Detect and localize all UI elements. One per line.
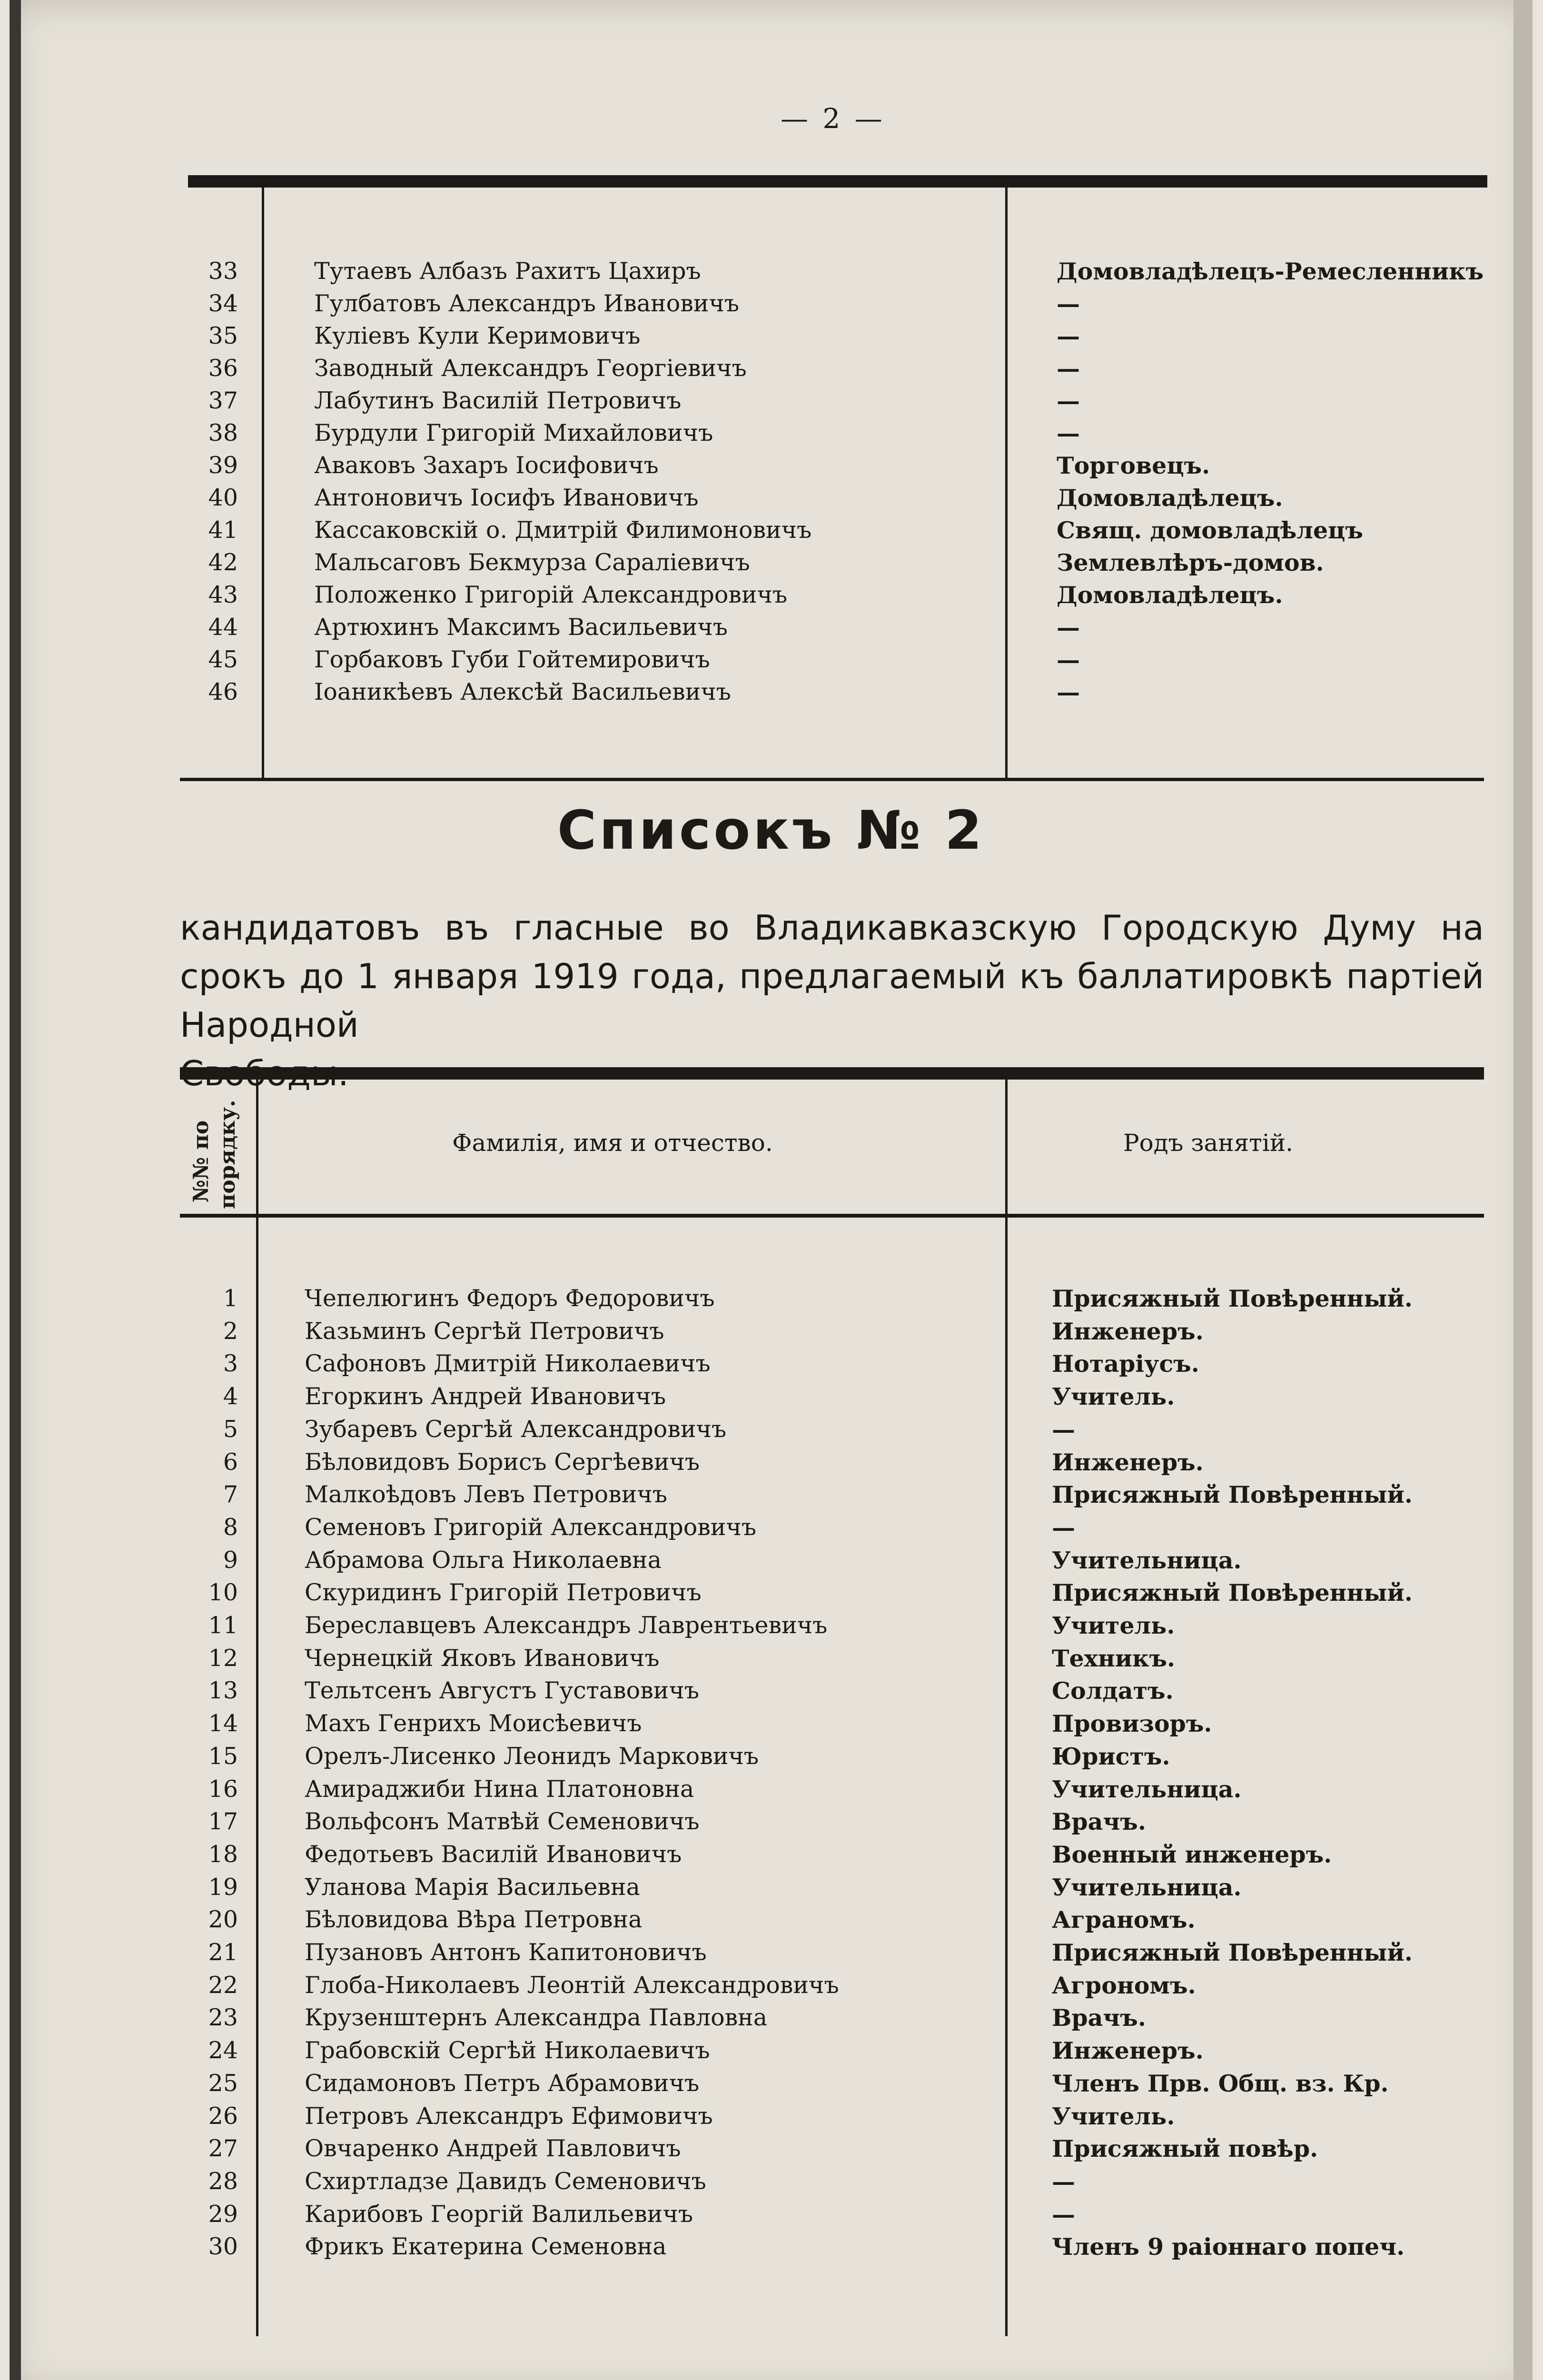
table-row <box>10 417 1533 449</box>
row-number: 6 <box>223 1448 238 1476</box>
table-row <box>10 1904 1533 1936</box>
row-name: Овчаренко Андрей Павловичъ <box>305 2135 681 2162</box>
table-row <box>10 2067 1533 2100</box>
row-name: Фрикъ Екатерина Семеновна <box>305 2233 667 2261</box>
row-occupation: Землевлѣръ-домов. <box>1057 549 1324 576</box>
row-name: Крузенштернъ Александра Павловна <box>305 2004 768 2032</box>
row-name: Кассаковскiй о. Дмитрiй Филимоновичъ <box>314 516 812 544</box>
row-name: Абрамова Ольга Николаевна <box>305 1546 662 1574</box>
table-row <box>10 449 1533 482</box>
row-name: Уланова Марiя Васильевна <box>305 1873 640 1901</box>
column-header-occupation: Родъ занятiй. <box>1123 1129 1294 1157</box>
row-number: 28 <box>208 2167 238 2195</box>
row-number: 44 <box>208 614 238 641</box>
row-occupation: Присяжный Повѣренный. <box>1052 1939 1413 1966</box>
list-subtitle-main: кандидатовъ въ гласные во Владикавказскую Городскую Думу на срокъ до 1 января 1919 года, предлагаемый къ баллатировкѣ партiей Народной <box>180 908 1484 1045</box>
row-occupation: — <box>1057 678 1080 706</box>
row-number: 19 <box>208 1873 238 1901</box>
row-name: Береславцевъ Александръ Лаврентьевичъ <box>305 1612 828 1639</box>
row-name: Зубаревъ Сергѣй Александровичъ <box>305 1415 727 1443</box>
row-name: Казьминъ Сергѣй Петровичъ <box>305 1317 664 1345</box>
row-number: 20 <box>208 1906 238 1934</box>
row-occupation: — <box>1057 355 1080 382</box>
row-occupation: — <box>1052 1513 1075 1541</box>
row-occupation: Учительница. <box>1052 1546 1242 1574</box>
table-row <box>10 579 1533 611</box>
list-table-top-rule <box>180 1067 1484 1080</box>
row-name: Бурдули Григорiй Михайловичъ <box>314 419 713 446</box>
table-row <box>10 255 1533 288</box>
row-number: 22 <box>208 1971 238 1999</box>
row-name: Вольфсонъ Матвѣй Семеновичъ <box>305 1808 700 1835</box>
row-name: Махъ Генрихъ Моисѣевичъ <box>305 1710 642 1737</box>
table-row <box>10 1740 1533 1773</box>
row-number: 45 <box>208 646 238 673</box>
table-row <box>10 2231 1533 2263</box>
row-number: 46 <box>208 678 238 705</box>
row-name: Положенко Григорiй Александровичъ <box>314 581 788 608</box>
row-number: 29 <box>208 2200 238 2228</box>
row-number: 2 <box>223 1317 238 1345</box>
row-number: 26 <box>208 2102 238 2130</box>
table-row <box>10 2132 1533 2165</box>
row-number: 10 <box>208 1579 238 1606</box>
row-name: Чернецкiй Яковъ Ивановичъ <box>305 1644 660 1672</box>
row-name: Амираджиби Нина Платоновна <box>305 1775 694 1803</box>
row-occupation: Присяжный Повѣренный. <box>1052 1481 1413 1509</box>
row-name: Аваковъ Захаръ Iосифовичъ <box>314 452 659 479</box>
row-occupation: Учительница. <box>1052 1873 1242 1901</box>
row-occupation: Торговецъ. <box>1057 452 1210 479</box>
row-name: Бѣловидовъ Борисъ Сергѣевичъ <box>305 1448 700 1476</box>
row-name: Лабутинъ Василiй Петровичъ <box>314 387 682 414</box>
row-name: Орелъ-Лисенко Леонидъ Марковичъ <box>305 1742 759 1770</box>
row-occupation: Инженеръ. <box>1052 1448 1204 1476</box>
row-number: 18 <box>208 1840 238 1868</box>
row-name: Схиртладзе Давидъ Семеновичъ <box>305 2167 706 2195</box>
row-name: Тутаевъ Албазъ Рахитъ Цахиръ <box>314 258 701 285</box>
table-row <box>10 1642 1533 1675</box>
row-occupation: Членъ Прв. Общ. вз. Кр. <box>1052 2069 1389 2097</box>
row-occupation: Юристъ. <box>1052 1742 1170 1770</box>
row-occupation: Агрономъ. <box>1052 1971 1196 1999</box>
row-name: Чепелюгинъ Федоръ Федоровичъ <box>305 1285 715 1312</box>
column-header-number: №№ по порядку. <box>189 1100 240 1209</box>
table-row <box>10 1446 1533 1478</box>
row-number: 5 <box>223 1415 238 1443</box>
row-occupation: Нотарiусъ. <box>1052 1350 1199 1378</box>
row-number: 37 <box>208 387 238 414</box>
table-row <box>10 2034 1533 2067</box>
row-occupation: — <box>1052 1415 1075 1443</box>
row-name: Малкоѣдовъ Левъ Петровичъ <box>305 1481 667 1508</box>
row-occupation: Членъ 9 раiоннаго попеч. <box>1052 2233 1405 2261</box>
row-number: 15 <box>208 1742 238 1770</box>
row-occupation: — <box>1057 322 1080 350</box>
row-number: 17 <box>208 1808 238 1835</box>
row-occupation: Домовладѣлецъ-Ремесленникъ <box>1057 258 1484 285</box>
row-name: Iоаникѣевъ Алексѣй Васильевичъ <box>314 678 731 705</box>
table-row <box>10 1969 1533 2002</box>
table-row <box>10 676 1533 708</box>
row-occupation: — <box>1057 646 1080 674</box>
table-row <box>10 1838 1533 1871</box>
row-name: Мальсаговъ Бекмурза Саралiевичъ <box>314 549 750 576</box>
row-occupation: — <box>1052 2167 1075 2195</box>
table-row <box>10 1577 1533 1609</box>
row-number: 1 <box>223 1285 238 1312</box>
row-occupation: Солдатъ. <box>1052 1677 1174 1705</box>
row-number: 40 <box>208 484 238 511</box>
row-occupation: Домовладѣлецъ. <box>1057 581 1283 609</box>
row-occupation: Инженеръ. <box>1052 1317 1204 1345</box>
table-row <box>10 1544 1533 1577</box>
row-name: Антоновичъ Iосифъ Ивановичъ <box>314 484 699 511</box>
row-name: Артюхинъ Максимъ Васильевичъ <box>314 614 728 641</box>
row-number: 16 <box>208 1775 238 1803</box>
column-header-name: Фамилiя, имя и отчество. <box>452 1129 773 1157</box>
table-row <box>10 288 1533 320</box>
table-row <box>10 1773 1533 1805</box>
row-name: Тельтсенъ Августъ Густавовичъ <box>305 1677 699 1705</box>
table-row <box>10 514 1533 546</box>
row-occupation: Учитель. <box>1052 2102 1175 2130</box>
table-row <box>10 1348 1533 1380</box>
page-number: — 2 — <box>781 102 885 135</box>
table-row <box>10 2100 1533 2132</box>
row-number: 21 <box>208 1939 238 1966</box>
row-number: 39 <box>208 452 238 479</box>
table-row <box>10 482 1533 514</box>
table-row <box>10 2198 1533 2231</box>
row-occupation: Присяжный Повѣренный. <box>1052 1285 1413 1312</box>
table-row <box>10 1805 1533 1838</box>
table-row <box>10 1282 1533 1315</box>
row-occupation: Аграномъ. <box>1052 1906 1196 1934</box>
row-occupation: Присяжный повѣр. <box>1052 2135 1318 2163</box>
row-name: Скуридинъ Григорiй Петровичъ <box>305 1579 702 1606</box>
row-occupation: Военный инженеръ. <box>1052 1840 1332 1868</box>
row-occupation: — <box>1057 614 1080 641</box>
row-name: Егоркинъ Андрей Ивановичъ <box>305 1383 666 1410</box>
row-number: 14 <box>208 1710 238 1737</box>
row-occupation: Врачъ. <box>1052 1808 1146 1836</box>
row-name: Заводный Александръ Георгiевичъ <box>314 355 747 382</box>
top-table-top-rule <box>188 175 1487 188</box>
row-name: Горбаковъ Губи Гойтемировичъ <box>314 646 710 673</box>
row-name: Глоба-Николаевъ Леонтiй Александровичъ <box>305 1971 839 1999</box>
list-table-header-rule <box>180 1214 1484 1218</box>
row-number: 24 <box>208 2037 238 2064</box>
row-name: Карибовъ Георгiй Валильевичъ <box>305 2200 693 2228</box>
row-name: Сидамоновъ Петръ Абрамовичъ <box>305 2069 700 2097</box>
row-occupation: — <box>1052 2200 1075 2228</box>
row-number: 8 <box>223 1513 238 1541</box>
row-occupation: Инженеръ. <box>1052 2037 1204 2065</box>
table-row <box>10 352 1533 385</box>
row-occupation: — <box>1057 419 1080 447</box>
table-row <box>10 2165 1533 2198</box>
table-row <box>10 1413 1533 1446</box>
table-row <box>10 644 1533 676</box>
row-name: Федотьевъ Василiй Ивановичъ <box>305 1840 682 1868</box>
row-number: 13 <box>208 1677 238 1705</box>
row-name: Петровъ Александръ Ефимовичъ <box>305 2102 713 2130</box>
table-row <box>10 320 1533 352</box>
table-row <box>10 546 1533 579</box>
row-occupation: Присяжный Повѣренный. <box>1052 1579 1413 1607</box>
table-row <box>10 1478 1533 1511</box>
row-occupation: Свящ. домовладѣлецъ <box>1057 516 1363 544</box>
row-occupation: Провизоръ. <box>1052 1710 1212 1738</box>
table-row <box>10 611 1533 644</box>
table-row <box>10 385 1533 417</box>
table-row <box>10 1315 1533 1348</box>
row-occupation: Техникъ. <box>1052 1644 1176 1672</box>
row-occupation: — <box>1057 290 1080 317</box>
row-number: 9 <box>223 1546 238 1574</box>
table-row <box>10 1675 1533 1707</box>
row-number: 30 <box>208 2233 238 2261</box>
row-number: 12 <box>208 1644 238 1672</box>
row-number: 4 <box>223 1383 238 1410</box>
row-name: Бѣловидова Вѣра Петровна <box>305 1906 643 1934</box>
table-row <box>10 1511 1533 1544</box>
row-number: 35 <box>208 322 238 349</box>
row-occupation: — <box>1057 387 1080 415</box>
document-page <box>10 0 1533 2380</box>
list-title: Списокъ № 2 <box>557 800 985 862</box>
table-row <box>10 1609 1533 1642</box>
table-row <box>10 1936 1533 1969</box>
row-number: 33 <box>208 258 238 285</box>
row-number: 34 <box>208 290 238 317</box>
row-name: Пузановъ Антонъ Капитоновичъ <box>305 1939 707 1966</box>
row-number: 42 <box>208 549 238 576</box>
row-number: 7 <box>223 1481 238 1508</box>
row-number: 38 <box>208 419 238 446</box>
row-occupation: Учитель. <box>1052 1383 1175 1411</box>
row-name: Грабовскiй Сергѣй Николаевичъ <box>305 2037 710 2064</box>
row-occupation: Учительница. <box>1052 1775 1242 1803</box>
row-occupation: Учитель. <box>1052 1612 1175 1639</box>
row-number: 36 <box>208 355 238 382</box>
row-occupation: Врачъ. <box>1052 2004 1146 2032</box>
table-row <box>10 1871 1533 1904</box>
table-row <box>10 1380 1533 1413</box>
row-name: Семеновъ Григорiй Александровичъ <box>305 1513 757 1541</box>
row-name: Гулбатовъ Александръ Ивановичъ <box>314 290 740 317</box>
row-name: Сафоновъ Дмитрiй Николаевичъ <box>305 1350 711 1378</box>
row-number: 43 <box>208 581 238 608</box>
row-number: 3 <box>223 1350 238 1378</box>
table-row <box>10 1707 1533 1740</box>
top-table-bottom-rule <box>180 778 1484 781</box>
row-occupation: Домовладѣлецъ. <box>1057 484 1283 512</box>
row-name: Кулiевъ Кули Керимовичъ <box>314 322 641 349</box>
row-number: 41 <box>208 516 238 544</box>
row-number: 23 <box>208 2004 238 2032</box>
row-number: 11 <box>208 1612 238 1639</box>
row-number: 27 <box>208 2135 238 2162</box>
row-number: 25 <box>208 2069 238 2097</box>
table-row <box>10 2002 1533 2034</box>
